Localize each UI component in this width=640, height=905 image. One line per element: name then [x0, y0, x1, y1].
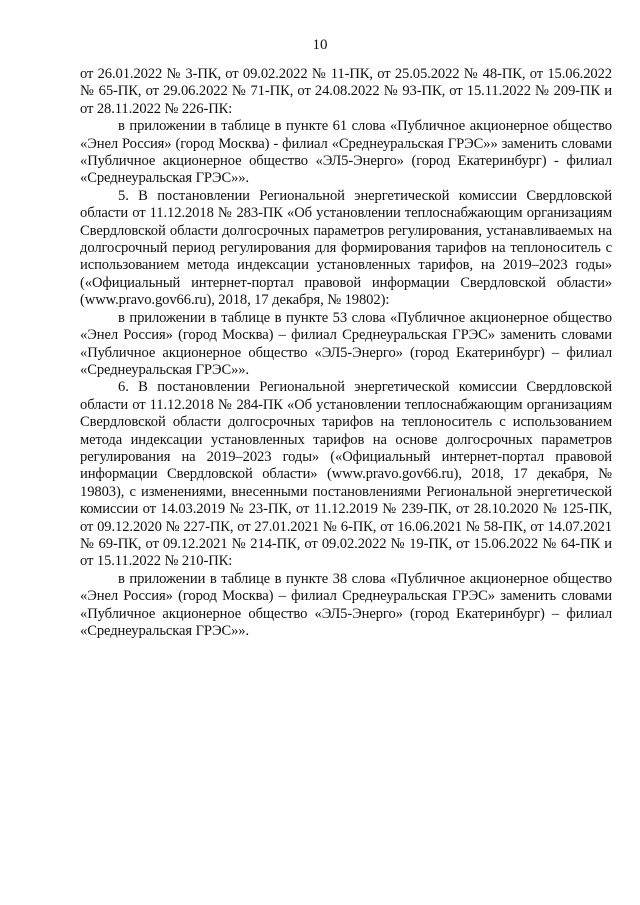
paragraph-amendment-item-38: в приложении в таблице в пункте 38 слова «Публичное акционерное общество «Энел Россия» (город Москва) – филиал Среднеуральская ГРЭС» заменить словами «Публичное акционерное общество «ЭЛ5-Энерго» (город Екатеринбург) – филиал «Среднеуральская ГРЭС»».	[80, 570, 612, 639]
paragraph-amendment-item-61: в приложении в таблице в пункте 61 слова «Публичное акционерное общество «Энел Россия» (город Москва) - филиал «Среднеуральская ГРЭС»» заменить словами «Публичное акционерное общество «ЭЛ5-Энерго» (город Екатеринбург) - филиал «Среднеуральская ГРЭС»».	[80, 118, 612, 187]
paragraph-continuation: от 26.01.2022 № 3-ПК, от 09.02.2022 № 11-ПК, от 25.05.2022 № 48-ПК, от 15.06.2022 № 65-ПК, от 29.06.2022 № 71-ПК, от 24.08.2022 № 93-ПК, от 15.11.2022 № 209-ПК и от 28.11.2022 № 226-ПК:	[80, 66, 612, 117]
paragraph-amendment-item-53: в приложении в таблице в пункте 53 слова «Публичное акционерное общество «Энел Россия» (город Москва) – филиал Среднеуральская ГРЭС» заменить словами «Публичное акционерное общество «ЭЛ5-Энерго» (город Екатеринбург) – филиал «Среднеуральская ГРЭС»».	[80, 309, 612, 378]
page-number: 10	[312, 37, 328, 53]
document-body	[80, 66, 612, 640]
paragraph-section-6: 6. В постановлении Региональной энергетической комиссии Свердловской области от 11.12.2018 № 284-ПК «Об установлении теплоснабжающим организациям Свердловской области долгосрочных тарифов на теплоноситель с использованием метода индексации установленных тарифов на основе долгосрочных параметров регулирования на 2019–2023 годы» («Официальный интернет-портал правовой информации Свердловской области» (www.pravo.gov66.ru), 2018, 17 декабря, № 19803), с изменениями, внесенными постановлениями Региональной энергетической комиссии от 14.03.2019 № 23-ПК, от 11.12.2019 № 239-ПК, от 28.10.2020 № 125-ПК, от 09.12.2020 № 227-ПК, от 27.01.2021 № 6-ПК, от 16.06.2021 № 58-ПК, от 14.07.2021 № 69-ПК, от 09.12.2021 № 214-ПК, от 09.02.2022 № 19-ПК, от 15.06.2022 № 64-ПК и от 15.11.2022 № 210-ПК:	[80, 379, 612, 570]
paragraph-section-5: 5. В постановлении Региональной энергетической комиссии Свердловской области от 11.12.2018 № 283-ПК «Об установлении теплоснабжающим организациям Свердловской области долгосрочных параметров регулирования, устанавливаемых на долгосрочный период регулирования для формирования тарифов на теплоноситель с использованием метода индексации установленных тарифов, на 2019–2023 годы» («Официальный интернет-портал правовой информации Свердловской области» (www.pravo.gov66.ru), 2018, 17 декабря, № 19802):	[80, 187, 612, 309]
